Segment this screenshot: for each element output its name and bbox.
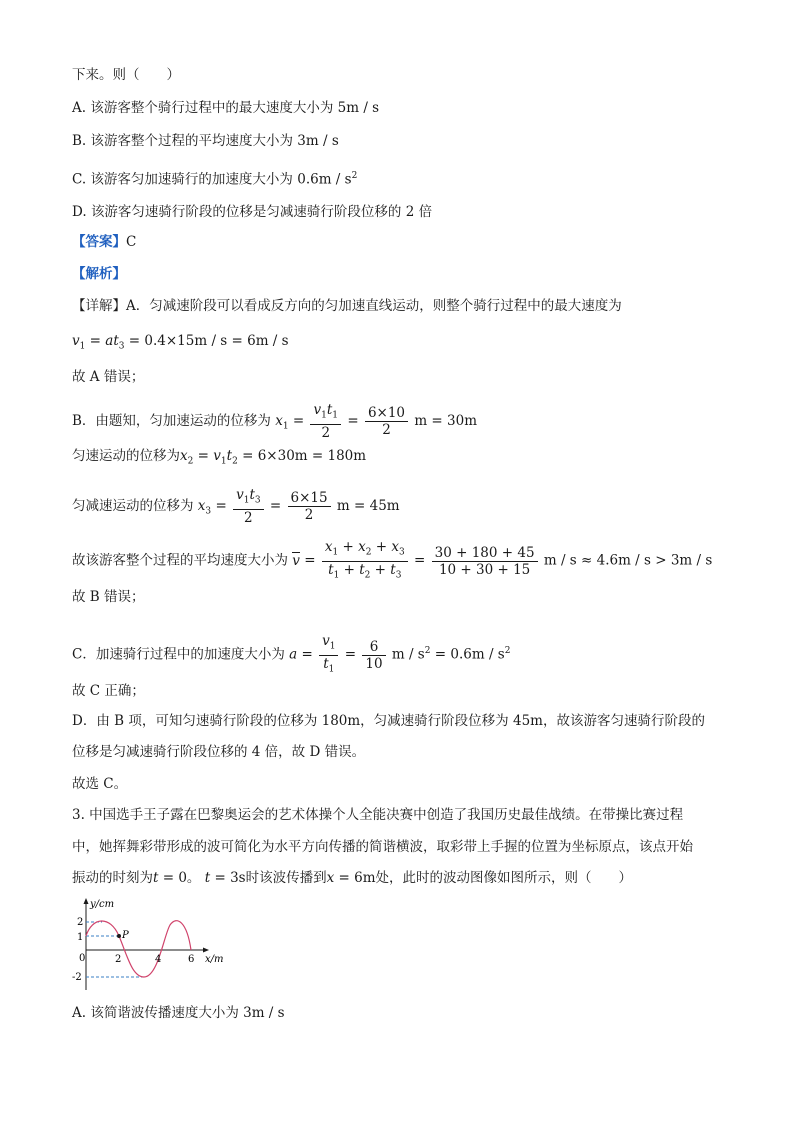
fraction: $\frac{6\times 10}{2}$ [365,405,408,438]
point-p-label: P [122,930,129,941]
x-tick-6: 6 [188,954,195,965]
answer-line [72,232,136,252]
fraction: $\frac{6}{10}$ [362,639,385,672]
x-axis-label: x/m [205,954,224,965]
y-axis-arrow-icon [84,898,89,904]
equation-b3-tail: m = 45m [336,497,400,514]
option-text: 该游客整个过程的平均速度大小为 3m / s [90,133,339,149]
fraction: $\frac{6\times 15}{2}$ [288,490,331,523]
fraction: $\frac{x_1 + x_2 + x_3}{t_1 + t_2 + t_3}$ [322,539,408,583]
detail-line-d1: D．由 B 项，可知匀速骑行阶段的位移为 180m，匀减速骑行阶段位移为 45m，故该游客匀速骑行阶段的 [72,713,705,729]
equation-a: $v_1 = at_3 = 0.4\times 15m / s = 6m / s$ [72,333,289,352]
intro-text: 下来。则（ ） [72,67,180,83]
detail-line-d2: 位移是匀减速骑行阶段位移的 4 倍，故 D 错误。 [72,744,366,760]
option-text: 该游客匀速骑行阶段的位移是匀减速骑行阶段位移的 2 倍 [90,204,433,220]
q3-option-a: A. 该简谐波传播速度大小为 3m / s [72,1005,285,1021]
detail-line-b2: 匀速运动的位移为$x_2 = v_1t_2 = 6\times 30m = 180m$ [72,448,367,467]
detail-line-a [72,296,622,316]
equation-c-tail1: m / s [391,646,425,663]
analysis-label: 【解析】 [72,266,126,282]
x-tick-2: 2 [115,954,122,965]
wave-curve [86,921,191,977]
q3-line3: 振动的时刻为t = 0。 t = 3s时该波传播到x = 6m处，此时的波动图像如图所示，则（ ） [72,870,633,886]
detail-line-b3: 匀减速运动的位移为 $x_3$ = $\frac{v_1t_3}{2}$ = $\frac{6\times 15}{2}$ m = 45m [72,487,400,526]
x-axis-arrow-icon [203,948,209,953]
detail-b3-text: 匀减速运动的位移为 [72,497,194,514]
conclusion-b: 故 B 错误； [72,589,145,605]
wave-figure [72,895,242,995]
equation-b1-tail: m = 30m [414,412,478,429]
point-p [117,934,121,938]
detail-b1-text: B．由题知，匀加速运动的位移为 [72,412,271,429]
option-d [72,202,432,222]
equation-a-tail: = 0.4×15m / s = 6m / s [128,333,289,349]
fraction: $\frac{v_1t_3}{2}$ [233,487,264,526]
option-letter: B. [72,133,87,149]
equation-c-tail2: = 0.6m / s [430,646,505,663]
analysis-line [72,264,126,284]
detail-line-b4: 故该游客整个过程的平均速度大小为 v = $\frac{x_1 + x_2 + x_3}{t_1 + t_2 + t_3}$ = $\frac{30 + 180 + 45}{10 + 30 + 15}$ m / s ≈ 4.6m / s > 3m / s [72,539,712,583]
detail-label: 【详解】 [72,298,126,314]
fraction: $\frac{30 + 180 + 45}{10 + 30 + 15}$ [432,545,538,578]
detail-a-text: A．匀减速阶段可以看成反方向的匀加速直线运动，则整个骑行过程中的最大速度为 [126,298,622,314]
answer-label: 【答案】 [72,234,126,250]
detail-line-b1: B．由题知，匀加速运动的位移为 $x_1$ = $\frac{v_1t_1}{2}$ = $\frac{6\times 10}{2}$ m = 30m [72,402,478,441]
detail-b2-text: 匀速运动的位移为 [72,448,180,464]
option-b [72,131,339,151]
fraction: $\frac{v_1t_1}{2}$ [310,402,341,441]
q3-line2: 中，她挥舞彩带形成的波可简化为水平方向传播的简谐横波，取彩带上手握的位置为坐标原点，该点开始 [72,839,693,855]
option-text: 该游客整个骑行过程中的最大速度大小为 5m / s [90,100,380,116]
option-letter: C. [72,171,87,188]
option-text: 该游客匀加速骑行的加速度大小为 0.6m / s [90,171,352,188]
conclusion-c: 故 C 正确； [72,683,145,699]
fraction: $\frac{v_1}{t_1}$ [319,633,338,677]
equation-b2-tail: = 6×30m = 180m [242,448,367,464]
y-tick-0: 0 [79,953,86,964]
detail-line-c: C．加速骑行过程中的加速度大小为 a = $\frac{v_1}{t_1}$ = $\frac{6}{10}$ $m / s^2 = 0.6m / s^2$ [72,633,510,677]
q3-line1: 3. 中国选手王子露在巴黎奥运会的艺术体操个人全能决赛中创造了我国历史最佳战绩。在带操比赛过程 [72,807,684,823]
y-axis-label: y/cm [90,899,115,910]
option-sup: 2 [351,171,358,181]
option-c [72,166,357,190]
x-tick-4: 4 [155,954,162,965]
option-letter: D. [72,204,87,220]
detail-b4-text: 故该游客整个过程的平均速度大小为 [72,552,288,569]
y-tick-2: 2 [77,917,84,928]
y-tick-1: 1 [77,932,84,943]
y-tick-m2: -2 [72,972,82,983]
option-letter: A. [72,100,87,116]
final-choice: 故选 C。 [72,776,128,792]
answer-value: C [126,234,137,250]
option-a [72,98,379,118]
conclusion-a: 故 A 错误； [72,369,145,385]
equation-b4-tail: m / s ≈ 4.6m / s > 3m / s [543,552,713,569]
detail-c-text: C．加速骑行过程中的加速度大小为 [72,646,285,663]
